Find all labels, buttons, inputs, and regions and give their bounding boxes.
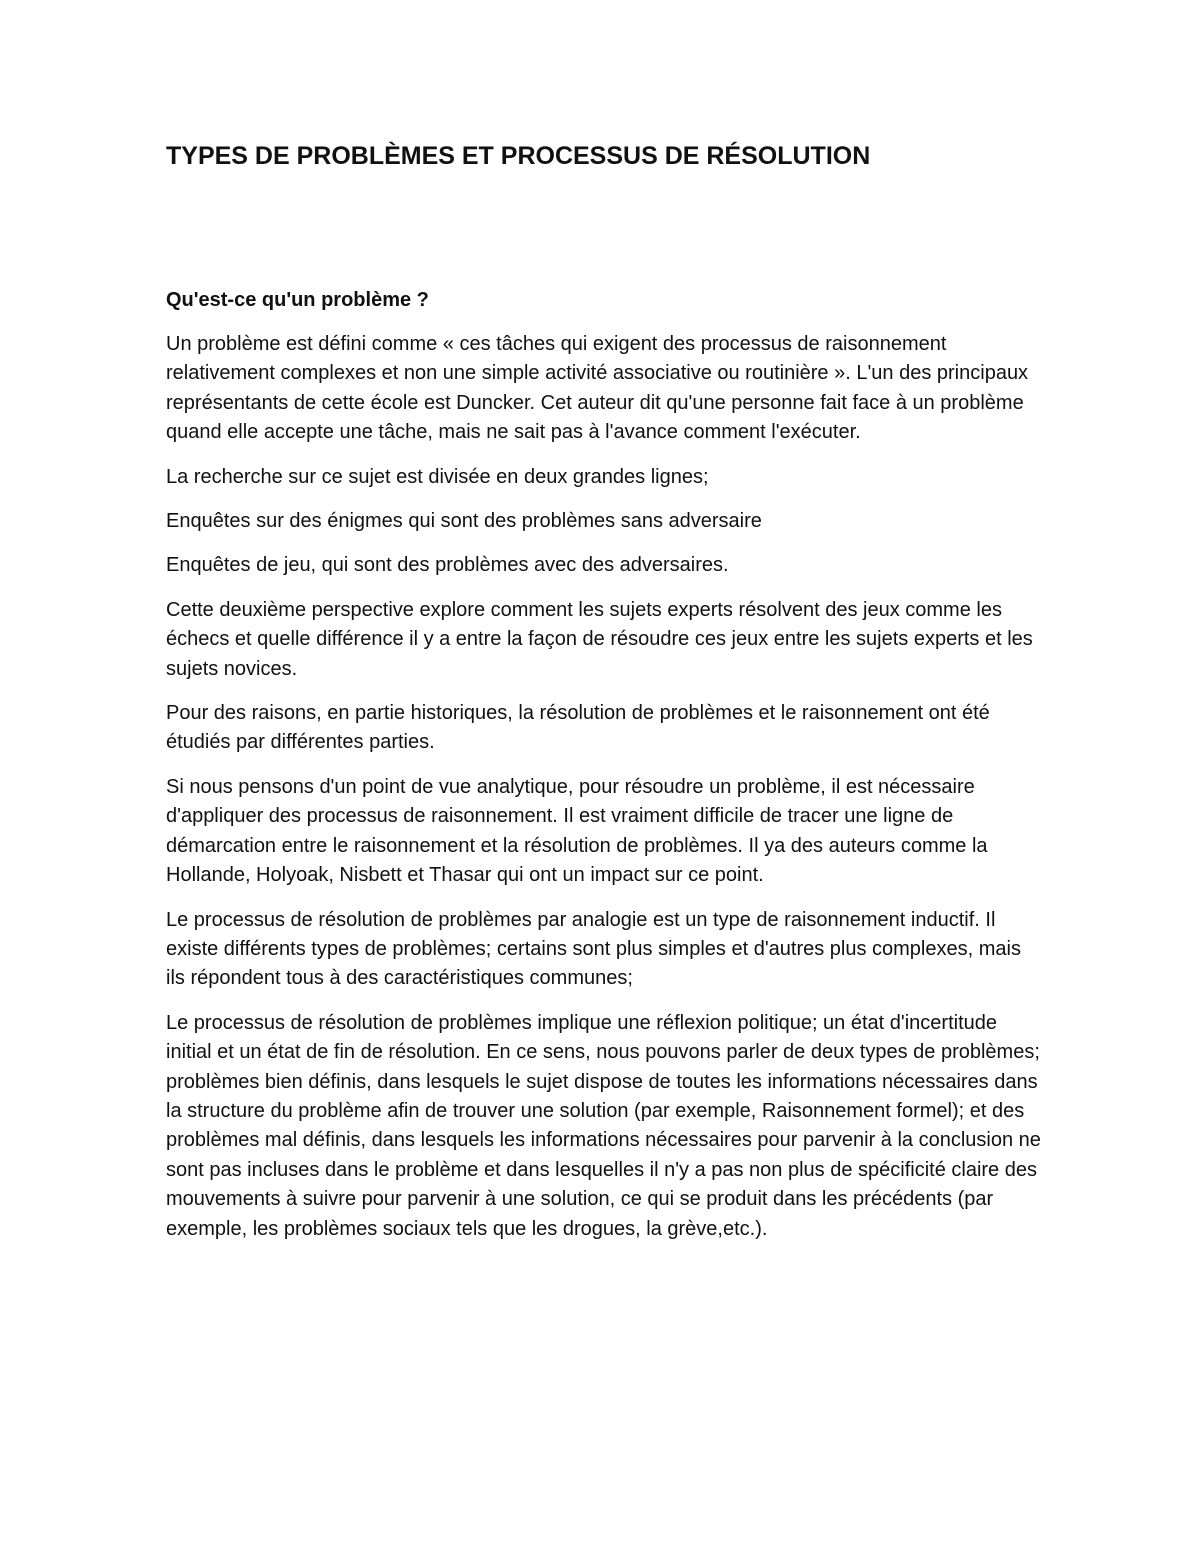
document-title: TYPES DE PROBLÈMES ET PROCESSUS DE RÉSOLUTION <box>166 142 871 170</box>
paragraph: Enquêtes sur des énigmes qui sont des problèmes sans adversaire <box>166 510 762 533</box>
document-page <box>166 138 1041 1240</box>
paragraph: Enquêtes de jeu, qui sont des problèmes avec des adversaires. <box>166 554 729 577</box>
paragraph: Cette deuxième perspective explore comment les sujets experts résolvent des jeux comme les échecs et quelle différence il y a entre la façon de résoudre ces jeux entre les sujets experts et les sujets novices. <box>166 598 1033 680</box>
paragraph: Le processus de résolution de problèmes par analogie est un type de raisonnement inductif. Il existe différents types de problèmes; certains sont plus simples et d'autres plus complexes, mais ils répondent tous à des caractéristiques communes; <box>166 908 1021 990</box>
paragraph: Si nous pensons d'un point de vue analytique, pour résoudre un problème, il est nécessaire d'appliquer des processus de raisonnement. Il est vraiment difficile de tracer une ligne de démarcation entre le raisonnement et la résolution de problèmes. Il ya des auteurs comme la Hollande, Holyoak, Nisbett et Thasar qui ont un impact sur ce point. <box>166 775 988 887</box>
paragraph: La recherche sur ce sujet est divisée en deux grandes lignes; <box>166 465 709 488</box>
paragraph: Un problème est défini comme « ces tâches qui exigent des processus de raisonnement relativement complexes et non une simple activité associative ou routinière ». L'un des principaux représentants de cette école est Duncker. Cet auteur dit qu'une personne fait face à un problème quand elle accepte une tâche, mais ne sait pas à l'avance comment l'exécuter. <box>166 333 1029 444</box>
paragraph: Le processus de résolution de problèmes implique une réflexion politique; un état d'incertitude initial et un état de fin de résolution. En ce sens, nous pouvons parler de deux types de problèmes; problèmes bien définis, dans lesquels le sujet dispose de toutes les informations nécessaires dans la structure du problème afin de trouver une solution (par exemple, Raisonnement formel); et des problèmes mal définis, dans lesquels les informations nécessaires pour parvenir à la conclusion ne sont pas incluses dans le problème et dans lesquelles il n'y a pas non plus de spécificité claire des mouvements à suivre pour parvenir à une solution, ce qui se produit dans les précédents (par exemple, les problèmes sociaux tels que les drogues, la grève,etc.). <box>166 1011 1041 1240</box>
document-body <box>166 330 1041 1259</box>
section-heading: Qu'est-ce qu'un problème ? <box>166 289 429 311</box>
paragraph: Pour des raisons, en partie historiques, la résolution de problèmes et le raisonnement ont été étudiés par différentes parties. <box>166 702 990 754</box>
